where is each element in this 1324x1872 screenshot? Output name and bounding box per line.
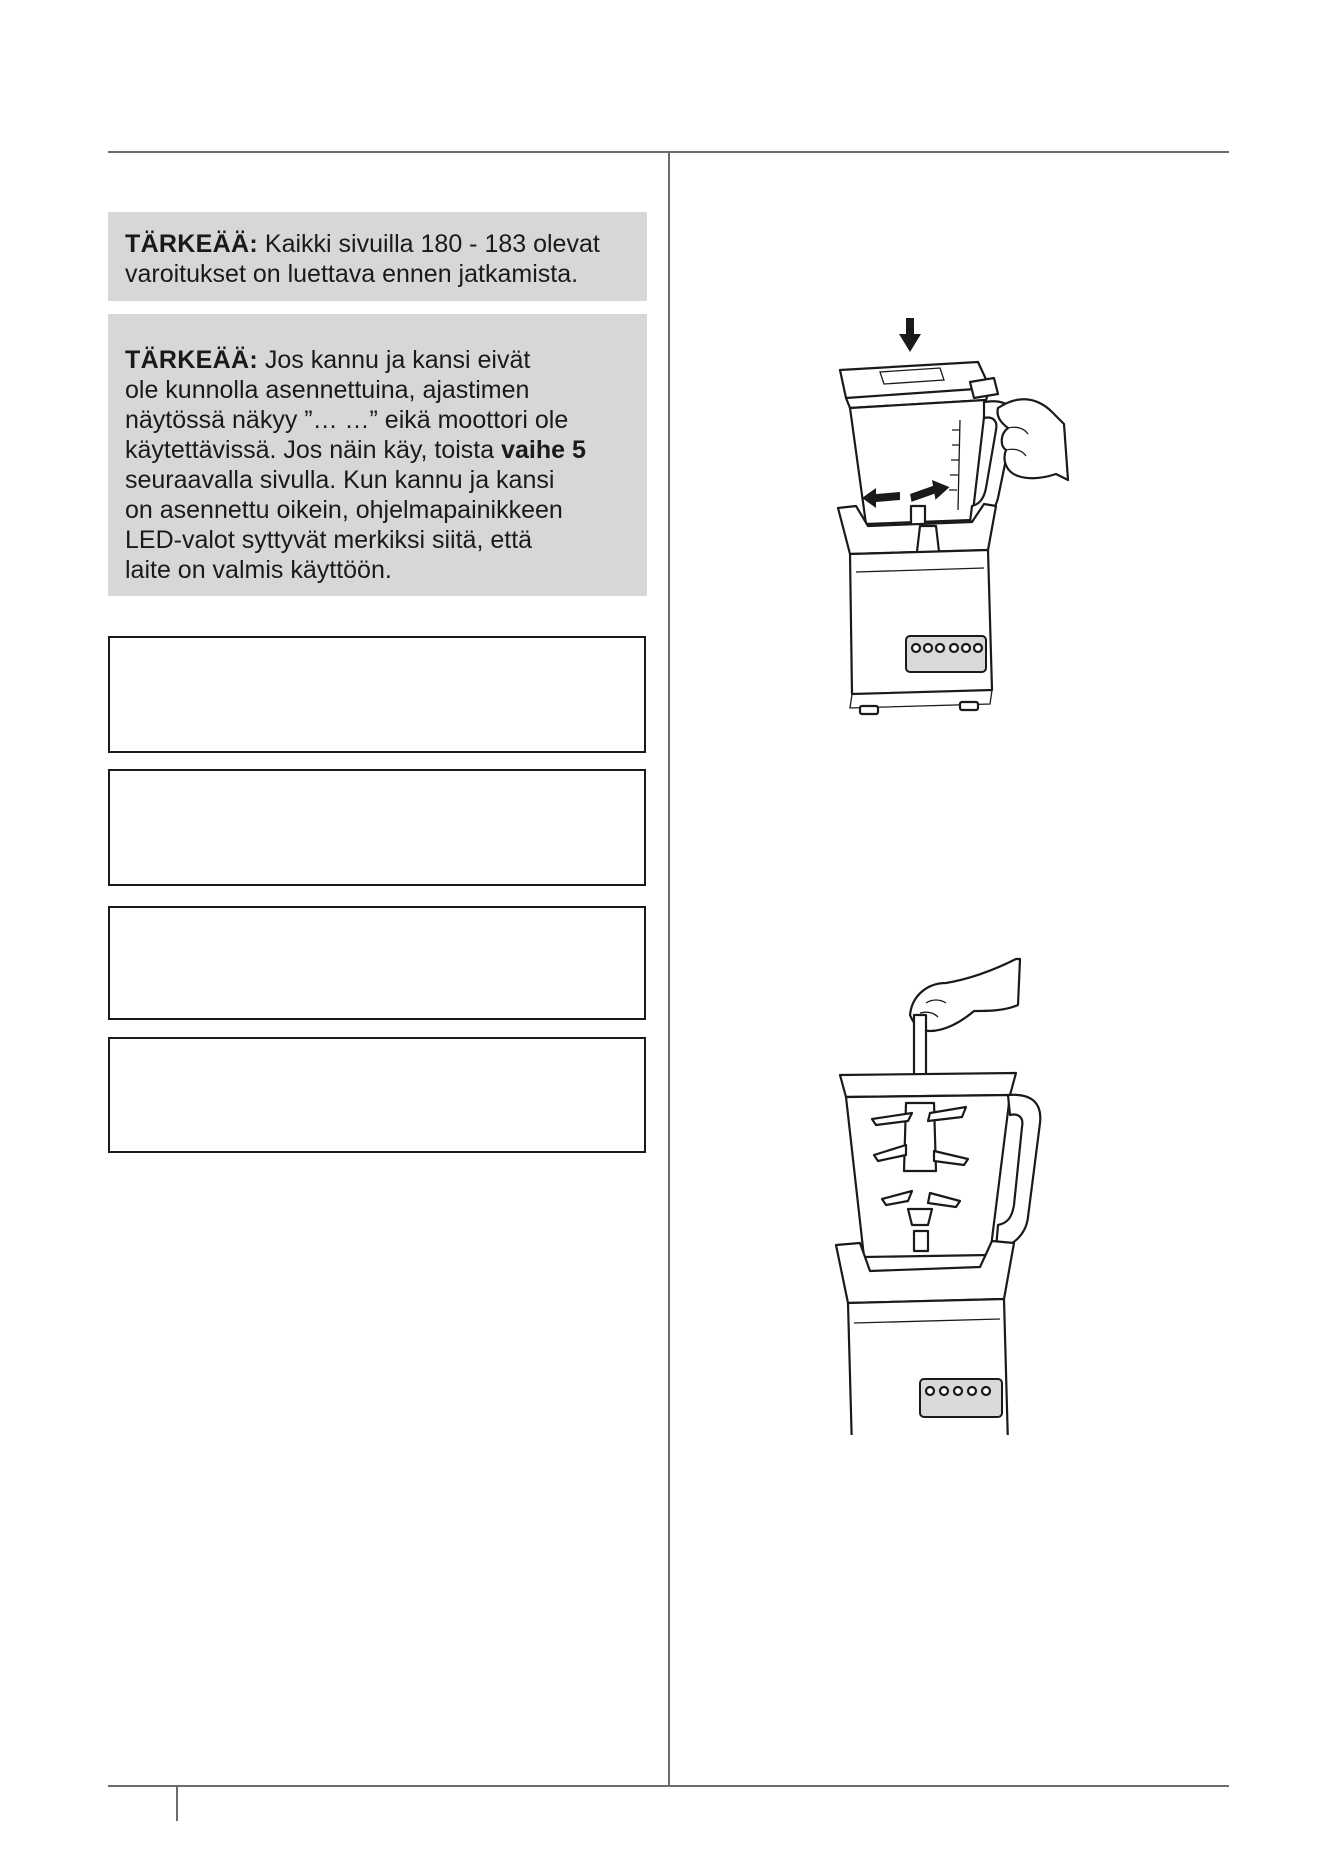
empty-box-2 (108, 769, 646, 886)
important-note-warnings (108, 212, 647, 301)
page-number-tick (176, 1787, 178, 1821)
note-line: seuraavalla sivulla. Kun kannu ja kansi (125, 466, 555, 494)
note-line: varoitukset on luettava ennen jatkamista. (125, 260, 579, 288)
important-note-assembly (108, 314, 647, 596)
hand (997, 399, 1068, 480)
note-line (125, 229, 647, 259)
blender-blade-insert-illustration (820, 955, 1070, 1435)
footer-rule (108, 1785, 1229, 1787)
note-line: ole kunnolla asennettuina, ajastimen (125, 376, 530, 404)
control-panel (920, 1379, 1002, 1417)
note-line (125, 435, 647, 465)
empty-box-4 (108, 1037, 646, 1153)
down-arrow-icon (906, 318, 914, 336)
note-text: Kaikki sivuilla 180 - 183 olevat (264, 230, 600, 258)
down-arrow-head-icon (899, 334, 921, 352)
note-line: LED-valot syttyvät merkiksi siitä, että (125, 526, 533, 554)
note-line: on asennettu oikein, ohjelmapainikkeen (125, 496, 563, 524)
empty-box-1 (108, 636, 646, 753)
note-line (125, 345, 647, 375)
step-reference: vaihe 5 (501, 436, 586, 464)
column-divider (668, 151, 670, 1785)
note-line: näytössä näkyy ”… …” eikä moottori ole (125, 406, 569, 434)
blender-lid-lock-illustration (820, 310, 1070, 730)
empty-box-3 (108, 906, 646, 1020)
control-panel (906, 636, 986, 672)
note-text: Jos kannu ja kansi eivät (264, 346, 531, 374)
note-lead: TÄRKEÄÄ: (125, 346, 258, 374)
lid (840, 362, 990, 398)
note-line: laite on valmis käyttöön. (125, 556, 392, 584)
note-lead: TÄRKEÄÄ: (125, 230, 258, 258)
note-text: käytettävissä. Jos näin käy, toista (125, 436, 502, 464)
